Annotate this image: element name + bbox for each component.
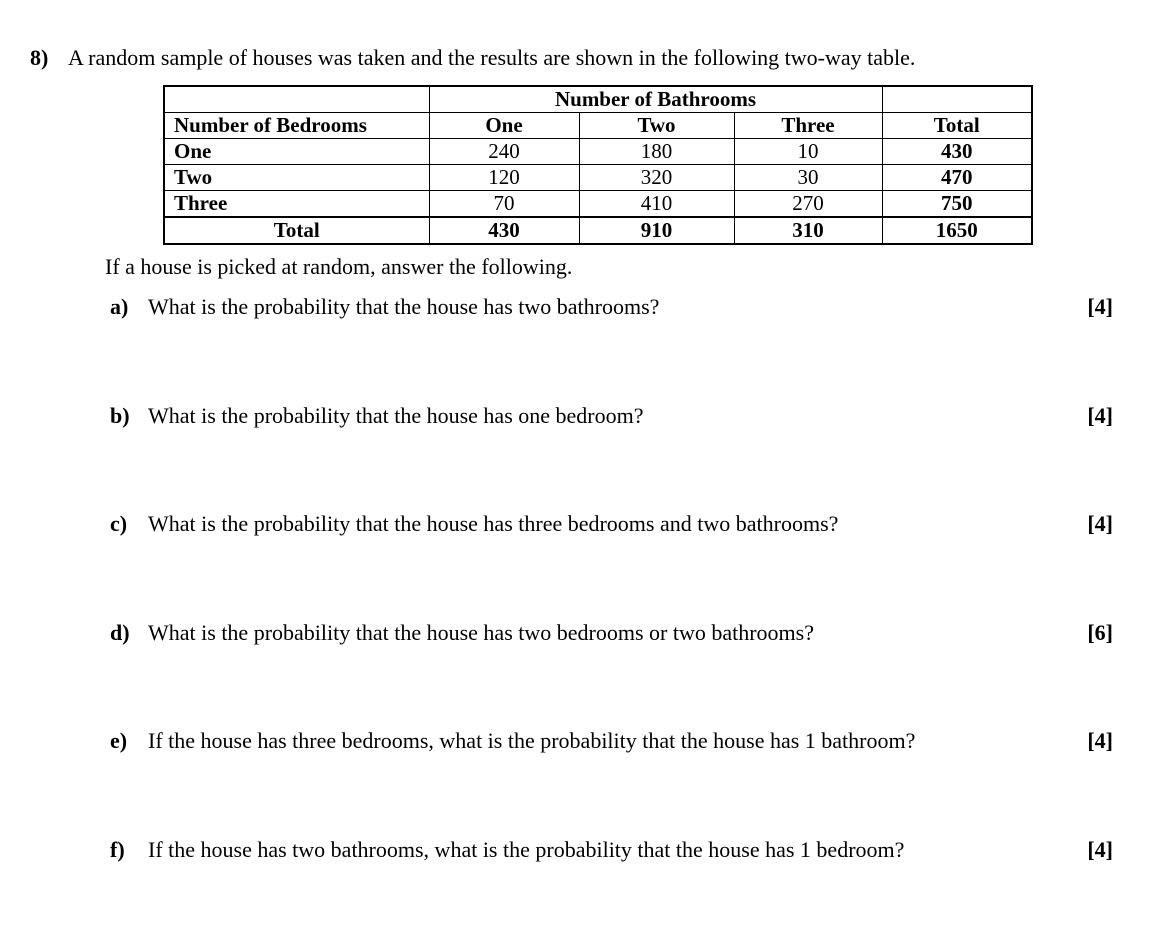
question-prompt — [0, 0, 1175, 72]
column-header: One — [429, 112, 579, 138]
subquestion-e — [0, 727, 1175, 756]
total-cell: 430 — [429, 217, 579, 244]
subquestion-label: e) — [110, 728, 128, 754]
table-total-row — [164, 217, 1032, 244]
subquestion-text: What is the probability that the house has two bathrooms? — [148, 294, 660, 320]
subquestion-label: a) — [110, 294, 129, 320]
table-cell: 270 — [734, 190, 882, 217]
table-cell: 70 — [429, 190, 579, 217]
subquestion-label: f) — [110, 837, 125, 863]
subquestion-b — [0, 402, 1175, 431]
table-cell: 180 — [579, 138, 734, 164]
table-cell: 320 — [579, 164, 734, 190]
subquestion-c — [0, 510, 1175, 539]
marks-badge: [4] — [1087, 402, 1113, 428]
row-total-cell: 430 — [882, 138, 1032, 164]
marks-badge: [4] — [1087, 728, 1113, 754]
bathrooms-header: Number of Bathrooms — [429, 86, 882, 113]
row-label: Three — [164, 190, 429, 217]
subquestion-a — [0, 293, 1175, 322]
marks-badge: [4] — [1087, 511, 1113, 537]
row-total-cell: 470 — [882, 164, 1032, 190]
subquestion-label: b) — [110, 402, 130, 428]
total-cell: 310 — [734, 217, 882, 244]
instruction-text: If a house is picked at random, answer the following. — [105, 253, 573, 279]
row-total-cell: 750 — [882, 190, 1032, 217]
subquestion-text: If the house has three bedrooms, what is the probability that the house has 1 bathroom? — [148, 728, 916, 754]
grand-total-cell: 1650 — [882, 217, 1032, 244]
table-row — [164, 86, 1032, 113]
question-number: 8) — [30, 45, 49, 70]
column-header: Three — [734, 112, 882, 138]
subquestion-list — [0, 293, 1175, 865]
total-row-label: Total — [164, 217, 429, 244]
marks-badge: [4] — [1087, 837, 1113, 863]
table-cell: 10 — [734, 138, 882, 164]
table-row — [164, 190, 1032, 217]
bedrooms-header: Number of Bedrooms — [164, 112, 429, 138]
subquestion-label: c) — [110, 511, 128, 537]
marks-badge: [6] — [1087, 619, 1113, 645]
row-label: Two — [164, 164, 429, 190]
total-cell: 910 — [579, 217, 734, 244]
two-way-table — [163, 85, 1033, 245]
subquestion-text: What is the probability that the house has two bedrooms or two bathrooms? — [148, 619, 814, 645]
table-cell: 410 — [579, 190, 734, 217]
subquestion-label: d) — [110, 619, 130, 645]
table-cell: 120 — [429, 164, 579, 190]
subquestion-f — [0, 836, 1175, 865]
table-row — [164, 138, 1032, 164]
question-prompt-text: A random sample of houses was taken and the results are shown in the following two-way table. — [68, 45, 916, 70]
subquestion-text: If the house has two bathrooms, what is the probability that the house has 1 bedroom? — [148, 837, 905, 863]
blank-cell — [164, 86, 429, 113]
marks-badge: [4] — [1087, 294, 1113, 320]
two-way-table-wrapper — [163, 85, 1175, 245]
table-cell: 30 — [734, 164, 882, 190]
table-row — [164, 112, 1032, 138]
row-label: One — [164, 138, 429, 164]
table-row — [164, 164, 1032, 190]
subquestion-text: What is the probability that the house has three bedrooms and two bathrooms? — [148, 511, 839, 537]
table-cell: 240 — [429, 138, 579, 164]
column-header: Total — [882, 112, 1032, 138]
subquestion-d — [0, 619, 1175, 648]
subquestion-text: What is the probability that the house has one bedroom? — [148, 402, 644, 428]
blank-cell — [882, 86, 1032, 113]
column-header: Two — [579, 112, 734, 138]
